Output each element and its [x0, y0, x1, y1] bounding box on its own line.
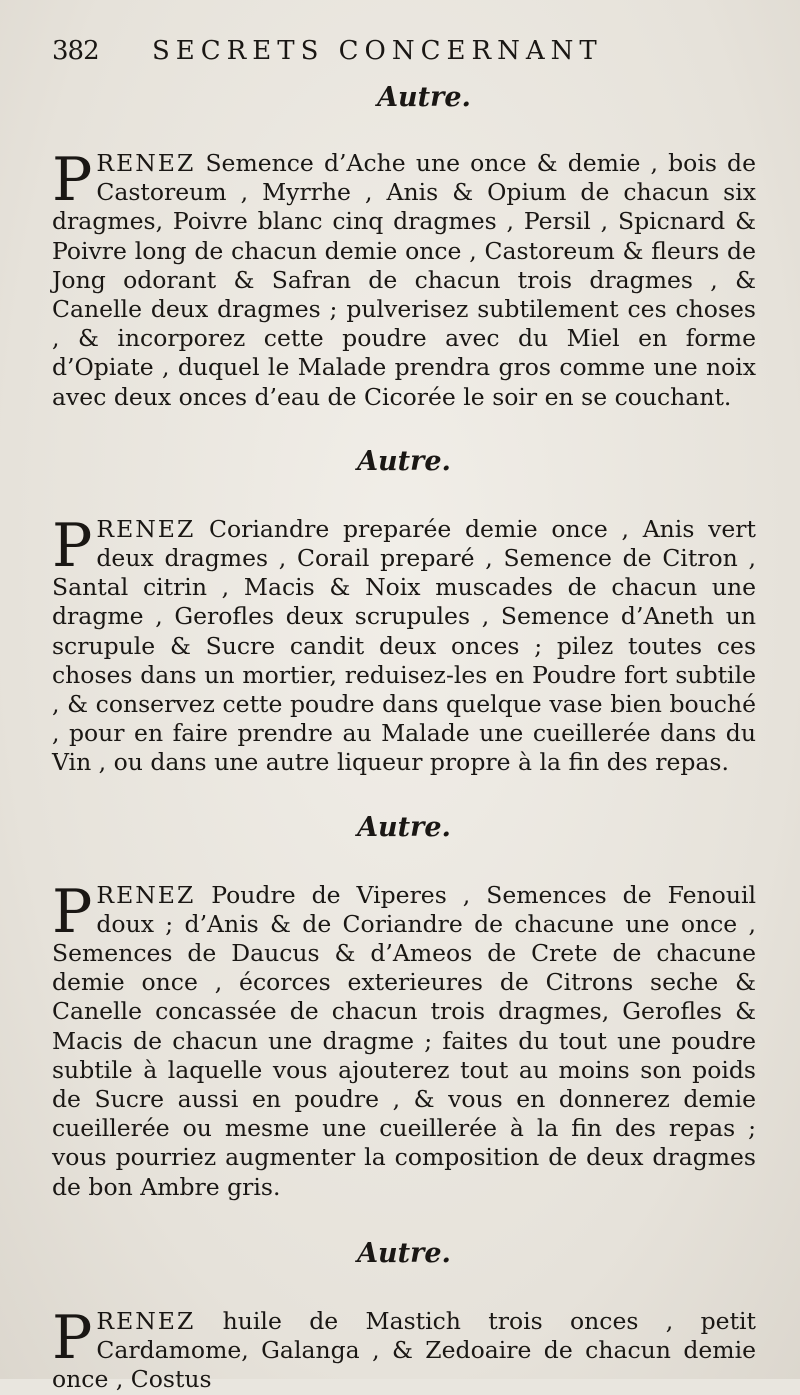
recipe-paragraph — [52, 1302, 756, 1395]
recipe-text: Coriandre preparée demie once , Anis vert deux dragmes , Corail preparé , Semence de Citron , Santal citrin , Macis & Noix muscades de chacun une dragme , Gerofles deux scrupules , Semence d’Aneth un scrupule & Sucre candit deux onces ; pilez toutes ces choses dans un mortier, reduisez-les en Poudre fort subtile , & conservez cette poudre dans quelque vase bien bouché , pour en faire prendre au Malade une cueillerée dans du Vin , ou dans une autre liqueur propre à la fin des repas. — [52, 514, 756, 777]
section-heading: Autre. — [377, 82, 471, 113]
page-header — [52, 36, 756, 76]
page-number: 382 — [52, 36, 99, 66]
drop-cap: P — [52, 876, 93, 947]
drop-cap: P — [52, 510, 93, 581]
lead-word: RENEZ — [96, 149, 196, 177]
drop-cap: P — [52, 1302, 93, 1373]
section-heading: Autre. — [357, 1237, 451, 1269]
recipe-text: Poudre de Viperes , Semences de Fenouil doux ; d’Anis & de Coriandre de chacune une once , Semences de Daucus & d’Ameos de Crete de chacune demie once , écorces exterieures de Citrons seche & Canelle concassée de chacun trois dragmes, Gerofles & Macis de chacun une dragme ; faites du tout une poudre subtile à laquelle vous ajouterez tout au moins son poids de Sucre aussi en poudre , & vous en donnerez demie cueillerée ou mesme une cueillerée à la fin des repas ; vous pourriez augmenter la composition de deux dragmes de bon Ambre gris. — [52, 880, 756, 1201]
running-title: SECRETS CONCERNANT — [152, 36, 603, 66]
recipe-text: Semence d’Ache une once & demie , bois de Castoreum , Myrrhe , Anis & Opium de chacun six dragmes, Poivre blanc cinq dragmes , Persil , Spicnard & Poivre long de chacun demie once , Castoreum & fleurs de Jong odorant & Safran de chacun trois dragmes , & Canelle deux dragmes ; pulverisez subtilement ces choses , & incorporez cette poudre avec du Miel en forme d’Opiate , duquel le Malade prendra gros comme une noix avec deux onces d’eau de Cicorée le soir en se couchant. — [52, 149, 756, 411]
recipe-text: huile de Mastich trois onces , petit Cardamome, Galanga , & Zedoaire de chacun demie once , Costus — [52, 1306, 756, 1394]
recipe-paragraph — [52, 876, 756, 1202]
recipe-paragraph — [52, 145, 756, 412]
drop-cap: P — [52, 145, 93, 215]
recipe-paragraph — [52, 510, 756, 778]
lead-word: RENEZ — [96, 1306, 196, 1335]
section-heading: Autre. — [357, 445, 451, 477]
section-heading: Autre. — [357, 811, 451, 843]
lead-word: RENEZ — [96, 880, 196, 909]
lead-word: RENEZ — [96, 514, 196, 543]
